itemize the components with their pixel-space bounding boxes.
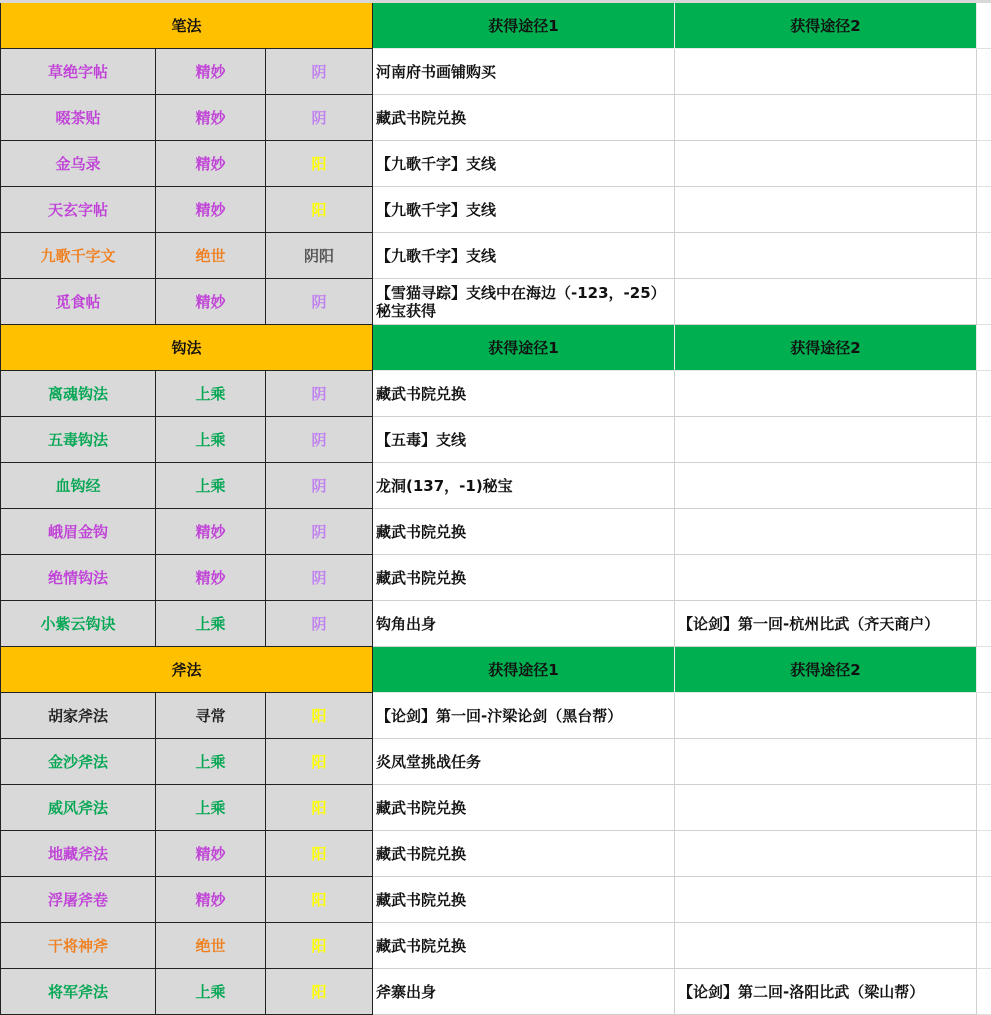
section-header-row xyxy=(0,647,991,693)
skill-grade-cell[interactable]: 上乘 xyxy=(155,371,265,417)
spare-column-cell xyxy=(977,785,991,831)
skill-grade-cell[interactable]: 上乘 xyxy=(155,969,265,1015)
skill-name-cell[interactable]: 五毒钩法 xyxy=(0,417,155,463)
source2-cell[interactable] xyxy=(675,141,977,187)
spare-column-cell xyxy=(977,969,991,1015)
column-header-source1[interactable]: 获得途径1 xyxy=(373,647,675,693)
skill-grade-cell[interactable]: 精妙 xyxy=(155,877,265,923)
skill-grade-cell[interactable]: 精妙 xyxy=(155,555,265,601)
table-row xyxy=(0,279,991,325)
skill-name-cell[interactable]: 干将神斧 xyxy=(0,923,155,969)
table-row xyxy=(0,509,991,555)
spare-column-cell xyxy=(977,141,991,187)
skill-attribute-cell[interactable]: 阴阳 xyxy=(265,233,373,279)
source1-cell[interactable]: 【五毒】支线 xyxy=(373,417,675,463)
spare-column-cell xyxy=(977,3,991,49)
source2-cell[interactable] xyxy=(675,95,977,141)
source2-cell[interactable] xyxy=(675,509,977,555)
skill-grade-cell[interactable]: 绝世 xyxy=(155,233,265,279)
skill-name-cell[interactable]: 绝情钩法 xyxy=(0,555,155,601)
spare-column-cell xyxy=(977,509,991,555)
table-row xyxy=(0,417,991,463)
spare-column-cell xyxy=(977,555,991,601)
column-header-source1[interactable]: 获得途径1 xyxy=(373,3,675,49)
source2-cell[interactable] xyxy=(675,831,977,877)
source1-cell[interactable]: 斧寨出身 xyxy=(373,969,675,1015)
source1-cell[interactable]: 【九歌千字】支线 xyxy=(373,187,675,233)
source1-cell[interactable]: 炎凤堂挑战任务 xyxy=(373,739,675,785)
column-header-source2[interactable]: 获得途径2 xyxy=(675,3,977,49)
table-row xyxy=(0,141,991,187)
source1-cell[interactable]: 【雪猫寻踪】支线中在海边（-123，-25）秘宝获得 xyxy=(373,279,675,325)
skill-attribute-cell[interactable]: 阳 xyxy=(265,739,373,785)
source2-cell[interactable] xyxy=(675,49,977,95)
spare-column-cell xyxy=(977,739,991,785)
spare-column-cell xyxy=(977,49,991,95)
skill-attribute-cell[interactable]: 阴 xyxy=(265,555,373,601)
source1-cell[interactable]: 藏武书院兑换 xyxy=(373,831,675,877)
table-row xyxy=(0,371,991,417)
skill-name-cell[interactable]: 胡家斧法 xyxy=(0,693,155,739)
table-row xyxy=(0,601,991,647)
skill-attribute-cell[interactable]: 阳 xyxy=(265,141,373,187)
skill-attribute-cell[interactable]: 阴 xyxy=(265,509,373,555)
source1-cell[interactable]: 藏武书院兑换 xyxy=(373,877,675,923)
skill-attribute-cell[interactable]: 阳 xyxy=(265,969,373,1015)
source2-cell[interactable] xyxy=(675,739,977,785)
table-row xyxy=(0,555,991,601)
skill-attribute-cell[interactable]: 阴 xyxy=(265,463,373,509)
spare-column-cell xyxy=(977,417,991,463)
source1-cell[interactable]: 龙洞(137，-1)秘宝 xyxy=(373,463,675,509)
spare-column-cell xyxy=(977,923,991,969)
skill-grade-cell[interactable]: 精妙 xyxy=(155,831,265,877)
section-title[interactable]: 斧法 xyxy=(0,647,373,693)
source2-cell[interactable] xyxy=(675,693,977,739)
section-title[interactable]: 笔法 xyxy=(0,3,373,49)
table-row xyxy=(0,463,991,509)
table-row xyxy=(0,877,991,923)
skill-grade-cell[interactable]: 上乘 xyxy=(155,785,265,831)
skill-attribute-cell[interactable]: 阳 xyxy=(265,187,373,233)
source2-cell[interactable] xyxy=(675,877,977,923)
spare-column-cell xyxy=(977,95,991,141)
skill-name-cell[interactable]: 草绝字帖 xyxy=(0,49,155,95)
skill-name-cell[interactable]: 离魂钩法 xyxy=(0,371,155,417)
spare-column-cell xyxy=(977,463,991,509)
skill-grade-cell[interactable]: 绝世 xyxy=(155,923,265,969)
skill-attribute-cell[interactable]: 阴 xyxy=(265,417,373,463)
spare-column-cell xyxy=(977,233,991,279)
source1-cell[interactable]: 藏武书院兑换 xyxy=(373,371,675,417)
skill-name-cell[interactable]: 小紫云钩诀 xyxy=(0,601,155,647)
source2-cell[interactable]: 【论剑】第二回-洛阳比武（梁山帮） xyxy=(675,969,977,1015)
source2-cell[interactable] xyxy=(675,463,977,509)
skill-grade-cell[interactable]: 精妙 xyxy=(155,187,265,233)
source2-cell[interactable] xyxy=(675,187,977,233)
table-row xyxy=(0,831,991,877)
source1-cell[interactable]: 【九歌千字】支线 xyxy=(373,233,675,279)
skill-name-cell[interactable]: 将军斧法 xyxy=(0,969,155,1015)
spare-column-cell xyxy=(977,647,991,693)
source2-cell[interactable] xyxy=(675,923,977,969)
source1-cell[interactable]: 【九歌千字】支线 xyxy=(373,141,675,187)
skill-attribute-cell[interactable]: 阴 xyxy=(265,279,373,325)
spare-column-cell xyxy=(977,371,991,417)
source1-cell[interactable]: 藏武书院兑换 xyxy=(373,555,675,601)
skill-name-cell[interactable]: 威风斧法 xyxy=(0,785,155,831)
skill-name-cell[interactable]: 金沙斧法 xyxy=(0,739,155,785)
table-row xyxy=(0,785,991,831)
section-header-row xyxy=(0,3,991,49)
section-header-row xyxy=(0,325,991,371)
skill-attribute-cell[interactable]: 阴 xyxy=(265,95,373,141)
table-row xyxy=(0,187,991,233)
skill-attribute-cell[interactable]: 阴 xyxy=(265,49,373,95)
skill-attribute-cell[interactable]: 阳 xyxy=(265,923,373,969)
source1-cell[interactable]: 【论剑】第一回-汴梁论剑（黑台帮） xyxy=(373,693,675,739)
skill-attribute-cell[interactable]: 阳 xyxy=(265,693,373,739)
skill-attribute-cell[interactable]: 阳 xyxy=(265,877,373,923)
skill-name-cell[interactable]: 峨眉金钩 xyxy=(0,509,155,555)
source2-cell[interactable]: 【论剑】第一回-杭州比武（齐天商户） xyxy=(675,601,977,647)
skill-grade-cell[interactable]: 上乘 xyxy=(155,739,265,785)
table-row xyxy=(0,739,991,785)
skill-grade-cell[interactable]: 精妙 xyxy=(155,95,265,141)
spare-column-cell xyxy=(977,877,991,923)
source1-cell[interactable]: 钩角出身 xyxy=(373,601,675,647)
source1-cell[interactable]: 藏武书院兑换 xyxy=(373,785,675,831)
skill-attribute-cell[interactable]: 阴 xyxy=(265,371,373,417)
table-row xyxy=(0,923,991,969)
table-row xyxy=(0,969,991,1015)
source2-cell[interactable] xyxy=(675,371,977,417)
skill-name-cell[interactable]: 九歌千字文 xyxy=(0,233,155,279)
source2-cell[interactable] xyxy=(675,785,977,831)
spare-column-cell xyxy=(977,601,991,647)
skill-name-cell[interactable]: 血钩经 xyxy=(0,463,155,509)
column-header-source2[interactable]: 获得途径2 xyxy=(675,325,977,371)
source1-cell[interactable]: 藏武书院兑换 xyxy=(373,509,675,555)
skill-attribute-cell[interactable]: 阴 xyxy=(265,601,373,647)
skill-grade-cell[interactable]: 上乘 xyxy=(155,601,265,647)
spare-column-cell xyxy=(977,325,991,371)
source2-cell[interactable] xyxy=(675,233,977,279)
table-row xyxy=(0,95,991,141)
skill-attribute-cell[interactable]: 阳 xyxy=(265,785,373,831)
skill-grade-cell[interactable]: 精妙 xyxy=(155,509,265,555)
spare-column-cell xyxy=(977,693,991,739)
table-row xyxy=(0,49,991,95)
source2-cell[interactable] xyxy=(675,417,977,463)
skill-grade-cell[interactable]: 上乘 xyxy=(155,463,265,509)
column-header-source2[interactable]: 获得途径2 xyxy=(675,647,977,693)
skill-name-cell[interactable]: 觅食帖 xyxy=(0,279,155,325)
source1-cell[interactable]: 藏武书院兑换 xyxy=(373,923,675,969)
spare-column-cell xyxy=(977,831,991,877)
skill-grade-cell[interactable]: 精妙 xyxy=(155,279,265,325)
skill-name-cell[interactable]: 啜茶贴 xyxy=(0,95,155,141)
skill-grade-cell[interactable]: 精妙 xyxy=(155,141,265,187)
section-title[interactable]: 钩法 xyxy=(0,325,373,371)
skill-name-cell[interactable]: 浮屠斧卷 xyxy=(0,877,155,923)
source2-cell[interactable] xyxy=(675,555,977,601)
skill-grade-cell[interactable]: 上乘 xyxy=(155,417,265,463)
skill-name-cell[interactable]: 金乌录 xyxy=(0,141,155,187)
table-row xyxy=(0,233,991,279)
skill-name-cell[interactable]: 天玄字帖 xyxy=(0,187,155,233)
column-header-source1[interactable]: 获得途径1 xyxy=(373,325,675,371)
source1-cell[interactable]: 河南府书画铺购买 xyxy=(373,49,675,95)
skill-grade-cell[interactable]: 寻常 xyxy=(155,693,265,739)
table-row xyxy=(0,693,991,739)
source2-cell[interactable] xyxy=(675,279,977,325)
skill-name-cell[interactable]: 地藏斧法 xyxy=(0,831,155,877)
spare-column-cell xyxy=(977,279,991,325)
source1-cell[interactable]: 藏武书院兑换 xyxy=(373,95,675,141)
spare-column-cell xyxy=(977,187,991,233)
skill-grade-cell[interactable]: 精妙 xyxy=(155,49,265,95)
skill-attribute-cell[interactable]: 阳 xyxy=(265,831,373,877)
